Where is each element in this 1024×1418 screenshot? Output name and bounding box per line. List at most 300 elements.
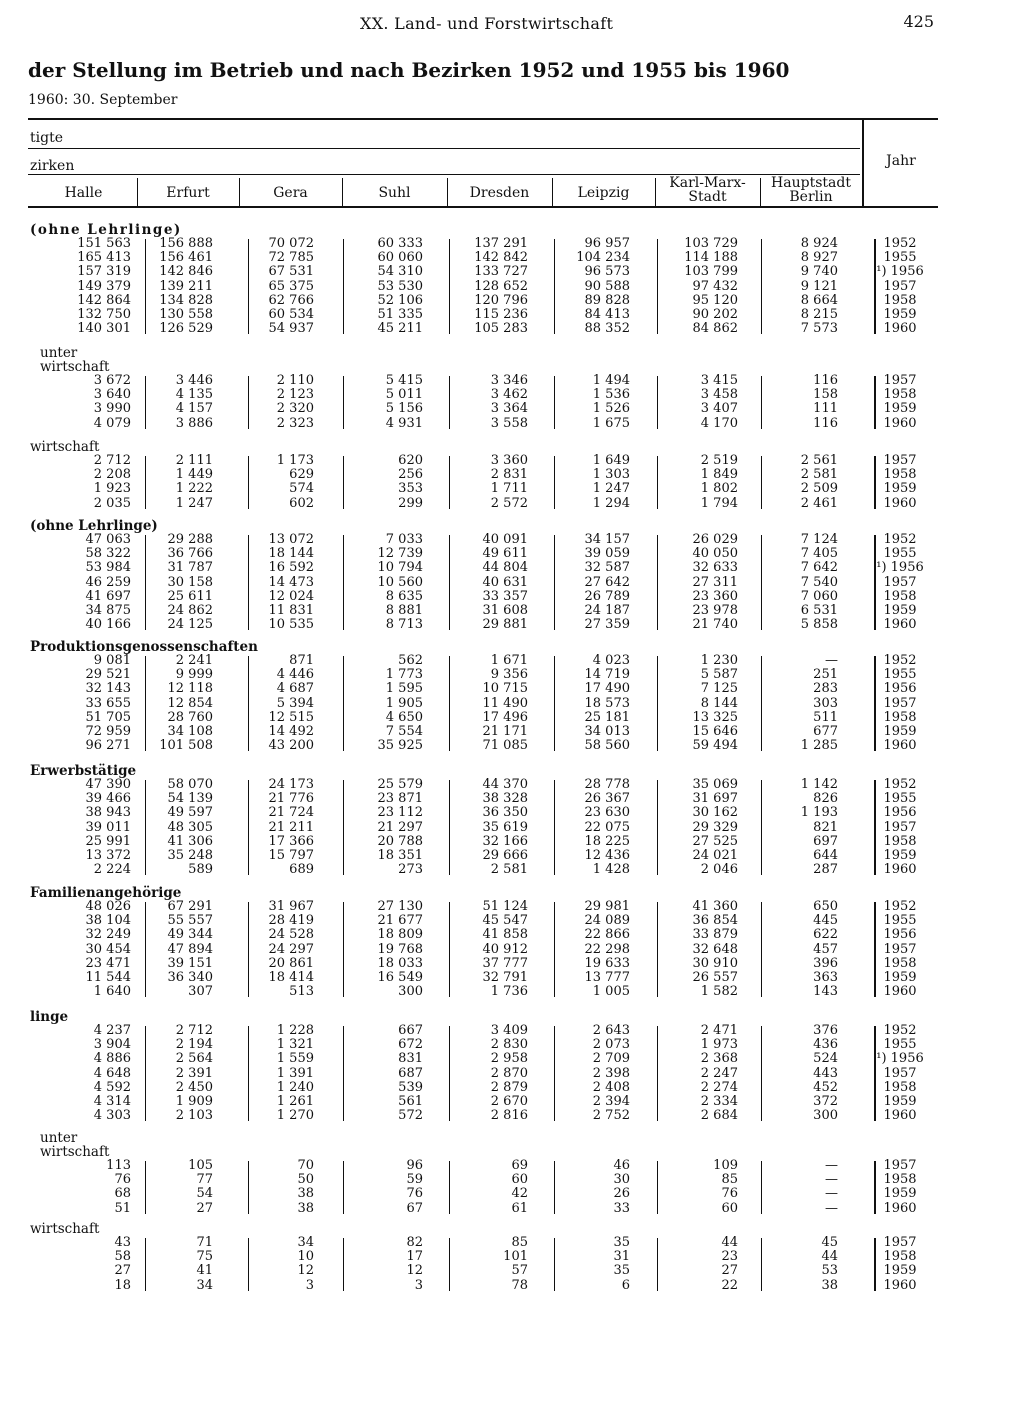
cell-karl_marx_stadt: 103 799	[684, 264, 738, 280]
cell-erfurt: 2 564	[175, 1051, 213, 1067]
cell-suhl: 27 130	[377, 899, 423, 914]
cell-gera: 65 375	[268, 278, 314, 294]
cell-halle: 3 990	[93, 401, 131, 417]
column-header-leipzig: Leipzig	[577, 185, 630, 201]
table-row	[0, 388, 1024, 402]
cell-berlin: 158	[813, 387, 838, 403]
cell-suhl: 299	[398, 495, 423, 511]
page-number: 425	[903, 12, 934, 31]
cell-leipzig: 25 181	[584, 709, 630, 725]
table-row	[0, 668, 1024, 682]
cell-leipzig: 1 494	[592, 373, 630, 388]
cell-dresden: 142 842	[474, 250, 528, 266]
cell-dresden: 101	[503, 1249, 528, 1265]
cell-jahr: 1956	[883, 681, 917, 697]
cell-jahr: 1957	[883, 819, 917, 835]
cell-erfurt: 39 151	[167, 955, 213, 971]
cell-dresden: 40 091	[482, 532, 528, 547]
cell-gera: 54 937	[268, 321, 314, 337]
table-row	[0, 900, 1024, 914]
cell-karl_marx_stadt: 1 802	[700, 481, 738, 497]
cell-jahr: 1959	[883, 1186, 917, 1202]
cell-suhl: 53 530	[377, 278, 423, 294]
cell-suhl: 300	[398, 984, 423, 1000]
cell-berlin: 8 215	[800, 307, 838, 322]
cell-gera: 12 515	[268, 709, 314, 725]
cell-leipzig: 22 866	[584, 927, 630, 943]
cell-leipzig: 12 436	[584, 848, 630, 863]
cell-halle: 18	[114, 1277, 131, 1293]
cell-jahr: 1958	[883, 1172, 917, 1188]
cell-leipzig: 46	[613, 1158, 630, 1173]
cell-erfurt: 27	[196, 1200, 213, 1216]
cell-halle: 151 563	[77, 236, 131, 251]
section-label: wirtschaft	[30, 439, 100, 455]
cell-jahr: 1957	[883, 574, 917, 590]
cell-karl_marx_stadt: 2 274	[700, 1079, 738, 1095]
cell-jahr: 1960	[883, 862, 917, 878]
cell-leipzig: 1 536	[592, 387, 630, 403]
cell-jahr: 1960	[883, 1200, 917, 1216]
column-header-gera: Gera	[273, 185, 308, 201]
cell-jahr: 1958	[883, 833, 917, 849]
cell-leipzig: 35	[613, 1263, 630, 1279]
cell-dresden: 128 652	[474, 278, 528, 294]
cell-berlin: 524	[813, 1051, 838, 1067]
cell-erfurt: 41	[196, 1263, 213, 1279]
cell-gera: 2 323	[276, 415, 314, 431]
cell-gera: 34	[297, 1235, 314, 1250]
cell-karl_marx_stadt: 3 407	[700, 401, 738, 417]
cell-halle: 41 697	[85, 588, 131, 604]
cell-karl_marx_stadt: 103 729	[684, 236, 738, 251]
cell-erfurt: 31 787	[167, 560, 213, 576]
cell-suhl: 672	[398, 1037, 423, 1053]
cell-dresden: 2 670	[490, 1094, 528, 1109]
cell-erfurt: 307	[188, 984, 213, 1000]
section-label: Produktionsgenossenschaften	[30, 639, 258, 655]
cell-gera: 3	[305, 1277, 314, 1293]
cell-leipzig: 22 075	[584, 819, 630, 835]
cell-gera: 18 414	[268, 970, 314, 985]
cell-jahr: 1958	[883, 387, 917, 403]
cell-karl_marx_stadt: 40 050	[692, 546, 738, 562]
table-row	[0, 308, 1024, 322]
cell-jahr: 1958	[883, 467, 917, 483]
table-row	[0, 265, 1024, 279]
cell-suhl: 60 333	[377, 236, 423, 251]
cell-karl_marx_stadt: 21 740	[692, 617, 738, 633]
cell-berlin: 650	[813, 899, 838, 914]
cell-halle: 30 454	[85, 941, 131, 957]
cell-dresden: 41 858	[482, 927, 528, 943]
cell-karl_marx_stadt: 84 862	[692, 321, 738, 337]
table-row	[0, 576, 1024, 590]
table-row	[0, 468, 1024, 482]
cell-karl_marx_stadt: 2 368	[700, 1051, 738, 1067]
cell-berlin: 457	[813, 941, 838, 957]
cell-leipzig: 32 587	[584, 560, 630, 576]
cell-dresden: 45 547	[482, 913, 528, 929]
cell-jahr: 1958	[883, 588, 917, 604]
cell-gera: 4 446	[276, 667, 314, 683]
cell-jahr: 1955	[883, 791, 917, 807]
cell-karl_marx_stadt: 4 170	[700, 415, 738, 431]
table-row	[0, 806, 1024, 820]
cell-halle: 165 413	[77, 250, 131, 266]
cell-leipzig: 1 675	[592, 415, 630, 431]
table-row	[0, 654, 1024, 668]
cell-gera: 43 200	[268, 738, 314, 754]
cell-suhl: 23 871	[377, 791, 423, 807]
table-row	[0, 294, 1024, 308]
section-label: Erwerbstätige	[30, 763, 137, 779]
cell-dresden: 1 671	[490, 653, 528, 668]
cell-jahr: 1958	[883, 955, 917, 971]
table-row	[0, 402, 1024, 416]
cell-gera: 629	[289, 467, 314, 483]
cell-halle: 1 923	[93, 481, 131, 497]
cell-karl_marx_stadt: 76	[721, 1186, 738, 1202]
cell-erfurt: 36 340	[167, 970, 213, 985]
cell-halle: 48 026	[85, 899, 131, 914]
cell-jahr: 1959	[883, 848, 917, 863]
cell-suhl: 21 677	[377, 913, 423, 929]
cell-berlin: 697	[813, 833, 838, 849]
cell-dresden: 44 370	[482, 777, 528, 792]
cell-leipzig: 2 643	[592, 1023, 630, 1038]
cell-suhl: 96	[406, 1158, 423, 1173]
cell-suhl: 54 310	[377, 264, 423, 280]
cell-karl_marx_stadt: 90 202	[692, 307, 738, 322]
cell-suhl: 667	[398, 1023, 423, 1038]
column-header-suhl: Suhl	[378, 185, 411, 201]
cell-suhl: 18 033	[377, 955, 423, 971]
table-row	[0, 682, 1024, 696]
cell-gera: 18 144	[268, 546, 314, 562]
cell-jahr: 1957	[883, 1065, 917, 1081]
cell-halle: 4 303	[93, 1108, 131, 1124]
cell-dresden: 10 715	[482, 681, 528, 697]
cell-halle: 38 104	[85, 913, 131, 929]
cell-berlin: 7 540	[800, 574, 838, 590]
cell-erfurt: 47 894	[167, 941, 213, 957]
cell-halle: 32 249	[85, 927, 131, 943]
cell-leipzig: 24 187	[584, 603, 630, 618]
table-row	[0, 1038, 1024, 1052]
cell-gera: 10	[297, 1249, 314, 1265]
cell-jahr: 1956	[883, 805, 917, 821]
cell-leipzig: 17 490	[584, 681, 630, 697]
cell-berlin: 1 142	[800, 777, 838, 792]
cell-gera: 38	[297, 1200, 314, 1216]
cell-karl_marx_stadt: 27	[721, 1263, 738, 1279]
cell-leipzig: 26 789	[584, 588, 630, 604]
cell-jahr: 1960	[883, 984, 917, 1000]
cell-karl_marx_stadt: 23 360	[692, 588, 738, 604]
cell-suhl: 7 554	[385, 724, 423, 739]
cell-jahr: 1957	[883, 941, 917, 957]
cell-karl_marx_stadt: 31 697	[692, 791, 738, 807]
cell-dresden: 32 166	[482, 833, 528, 849]
table-row	[0, 497, 1024, 511]
cell-suhl: 831	[398, 1051, 423, 1067]
cell-berlin: 9 121	[800, 278, 838, 294]
cell-jahr: 1959	[883, 401, 917, 417]
cell-leipzig: 26	[613, 1186, 630, 1202]
cell-erfurt: 134 828	[159, 292, 213, 308]
cell-gera: 70	[297, 1158, 314, 1173]
cell-suhl: 82	[406, 1235, 423, 1250]
cell-erfurt: 9 999	[175, 667, 213, 683]
cell-gera: 60 534	[268, 307, 314, 322]
cell-erfurt: 58 070	[167, 777, 213, 792]
cell-halle: 4 886	[93, 1051, 131, 1067]
cell-jahr: 1960	[883, 1277, 917, 1293]
cell-leipzig: 1 294	[592, 495, 630, 511]
cell-erfurt: 156 461	[159, 250, 213, 266]
cell-suhl: 1 773	[385, 667, 423, 683]
cell-gera: 574	[289, 481, 314, 497]
cell-suhl: 5 415	[385, 373, 423, 388]
cell-erfurt: 54	[196, 1186, 213, 1202]
cell-dresden: 44 804	[482, 560, 528, 576]
cell-jahr: 1960	[883, 617, 917, 633]
cell-halle: 2 208	[93, 467, 131, 483]
cell-jahr: 1952	[883, 1023, 917, 1038]
cell-dresden: 133 727	[474, 264, 528, 280]
cell-berlin: 6 531	[800, 603, 838, 618]
cell-dresden: 2 581	[490, 862, 528, 878]
cell-halle: 58 322	[85, 546, 131, 562]
cell-erfurt: 12 854	[167, 695, 213, 711]
cell-karl_marx_stadt: 36 854	[692, 913, 738, 929]
cell-erfurt: 156 888	[159, 236, 213, 251]
cell-jahr: 1955	[883, 667, 917, 683]
cell-jahr: 1952	[883, 899, 917, 914]
cell-dresden: 40 912	[482, 941, 528, 957]
cell-jahr: 1952	[883, 777, 917, 792]
cell-dresden: 137 291	[474, 236, 528, 251]
cell-gera: 11 831	[268, 603, 314, 618]
cell-dresden: 3 558	[490, 415, 528, 431]
cell-suhl: 687	[398, 1065, 423, 1081]
cell-dresden: 2 831	[490, 467, 528, 483]
cell-leipzig: 19 633	[584, 955, 630, 971]
cell-halle: 3 672	[93, 373, 131, 388]
cell-jahr: 1955	[883, 250, 917, 266]
cell-halle: 40 166	[85, 617, 131, 633]
cell-dresden: 69	[511, 1158, 528, 1173]
cell-erfurt: 77	[196, 1172, 213, 1188]
cell-gera: 38	[297, 1186, 314, 1202]
cell-gera: 28 419	[268, 913, 314, 929]
cell-halle: 4 592	[93, 1079, 131, 1095]
table-row	[0, 1250, 1024, 1264]
cell-berlin: 5 858	[800, 617, 838, 633]
cell-suhl: 4 650	[385, 709, 423, 725]
cell-dresden: 2 816	[490, 1108, 528, 1124]
cell-halle: 4 314	[93, 1094, 131, 1109]
cell-karl_marx_stadt: 27 311	[692, 574, 738, 590]
cell-suhl: 10 794	[377, 560, 423, 576]
cell-leipzig: 84 413	[584, 307, 630, 322]
cell-dresden: 2 958	[490, 1051, 528, 1067]
cell-erfurt: 589	[188, 862, 213, 878]
cell-karl_marx_stadt: 22	[721, 1277, 738, 1293]
cell-gera: 1 261	[276, 1094, 314, 1109]
table-row	[0, 725, 1024, 739]
table-row	[0, 454, 1024, 468]
cell-jahr: 1952	[883, 532, 917, 547]
table-row	[0, 280, 1024, 294]
cell-suhl: 7 033	[385, 532, 423, 547]
cell-halle: 51 705	[85, 709, 131, 725]
cell-gera: 1 228	[276, 1023, 314, 1038]
cell-leipzig: 14 719	[584, 667, 630, 683]
cell-berlin: 7 573	[800, 321, 838, 337]
cell-berlin: 436	[813, 1037, 838, 1053]
cell-jahr: 1957	[883, 278, 917, 294]
cell-berlin: 44	[821, 1249, 838, 1265]
cell-erfurt: 34 108	[167, 724, 213, 739]
cell-gera: 62 766	[268, 292, 314, 308]
cell-halle: 29 521	[85, 667, 131, 683]
cell-erfurt: 2 194	[175, 1037, 213, 1053]
cell-berlin: 396	[813, 955, 838, 971]
cell-berlin: 1 285	[800, 738, 838, 754]
table-row	[0, 1187, 1024, 1201]
cell-erfurt: 1 449	[175, 467, 213, 483]
cell-berlin: 443	[813, 1065, 838, 1081]
cell-karl_marx_stadt: 32 633	[692, 560, 738, 576]
cell-leipzig: 1 428	[592, 862, 630, 878]
cell-gera: 1 240	[276, 1079, 314, 1095]
section-label: (ohne Lehrlinge)	[30, 222, 182, 238]
cell-dresden: 32 791	[482, 970, 528, 985]
cell-gera: 4 687	[276, 681, 314, 697]
cell-jahr: 1957	[883, 453, 917, 468]
cell-berlin: —	[825, 653, 838, 668]
cell-karl_marx_stadt: 26 557	[692, 970, 738, 985]
cell-karl_marx_stadt: 3 415	[700, 373, 738, 388]
cell-berlin: 511	[813, 709, 838, 725]
cell-erfurt: 4 157	[175, 401, 213, 417]
cell-suhl: 8 881	[385, 603, 423, 618]
cell-halle: 38 943	[85, 805, 131, 821]
cell-berlin: 303	[813, 695, 838, 711]
cell-jahr: 1955	[883, 546, 917, 562]
cell-dresden: 2 572	[490, 495, 528, 511]
cell-dresden: 2 879	[490, 1079, 528, 1095]
cell-halle: 132 750	[77, 307, 131, 322]
cell-berlin: 283	[813, 681, 838, 697]
cell-karl_marx_stadt: 109	[713, 1158, 738, 1173]
cell-erfurt: 1 222	[175, 481, 213, 497]
cell-gera: 72 785	[268, 250, 314, 266]
cell-gera: 5 394	[276, 695, 314, 711]
cell-leipzig: 34 013	[584, 724, 630, 739]
cell-dresden: 3 364	[490, 401, 528, 417]
cell-berlin: 8 664	[800, 292, 838, 308]
cell-leipzig: 104 234	[576, 250, 630, 266]
cell-erfurt: 2 111	[175, 453, 213, 468]
cell-suhl: 17	[406, 1249, 423, 1265]
cell-dresden: 3 346	[490, 373, 528, 388]
cell-karl_marx_stadt: 59 494	[692, 738, 738, 754]
cell-karl_marx_stadt: 7 125	[700, 681, 738, 697]
cell-dresden: 29 881	[482, 617, 528, 633]
table-row	[0, 533, 1024, 547]
cell-dresden: 120 796	[474, 292, 528, 308]
table-row	[0, 957, 1024, 971]
cell-berlin: 372	[813, 1094, 838, 1109]
cell-karl_marx_stadt: 30 162	[692, 805, 738, 821]
cell-gera: 67 531	[268, 264, 314, 280]
table-row	[0, 928, 1024, 942]
cell-karl_marx_stadt: 1 582	[700, 984, 738, 1000]
cell-halle: 43	[114, 1235, 131, 1250]
cell-gera: 1 391	[276, 1065, 314, 1081]
cell-leipzig: 13 777	[584, 970, 630, 985]
cell-dresden: 37 777	[482, 955, 528, 971]
table-row	[0, 739, 1024, 753]
table-row	[0, 971, 1024, 985]
cell-karl_marx_stadt: 1 849	[700, 467, 738, 483]
cell-karl_marx_stadt: 114 188	[684, 250, 738, 266]
cell-gera: 513	[289, 984, 314, 1000]
table-row	[0, 604, 1024, 618]
cell-suhl: 76	[406, 1186, 423, 1202]
cell-berlin: 38	[821, 1277, 838, 1293]
cell-karl_marx_stadt: 95 120	[692, 292, 738, 308]
cell-halle: 47 390	[85, 777, 131, 792]
table-row	[0, 1024, 1024, 1038]
cell-suhl: 3	[414, 1277, 423, 1293]
cell-gera: 16 592	[268, 560, 314, 576]
cell-karl_marx_stadt: 85	[721, 1172, 738, 1188]
cell-karl_marx_stadt: 26 029	[692, 532, 738, 547]
cell-erfurt: 28 760	[167, 709, 213, 725]
cell-suhl: 51 335	[377, 307, 423, 322]
cell-dresden: 29 666	[482, 848, 528, 863]
cell-karl_marx_stadt: 2 519	[700, 453, 738, 468]
cell-leipzig: 1 303	[592, 467, 630, 483]
cell-karl_marx_stadt: 3 458	[700, 387, 738, 403]
cell-leipzig: 22 298	[584, 941, 630, 957]
cell-jahr: 1955	[883, 913, 917, 929]
section-label: unter wirtschaft	[40, 345, 110, 375]
cell-erfurt: 139 211	[159, 278, 213, 294]
cell-suhl: 1 595	[385, 681, 423, 697]
cell-halle: 34 875	[85, 603, 131, 618]
cell-halle: 39 011	[85, 819, 131, 835]
cell-gera: 1 559	[276, 1051, 314, 1067]
cell-gera: 10 535	[268, 617, 314, 633]
cell-dresden: 71 085	[482, 738, 528, 754]
cell-karl_marx_stadt: 2 471	[700, 1023, 738, 1038]
cell-dresden: 33 357	[482, 588, 528, 604]
cell-berlin: 644	[813, 848, 838, 863]
cell-suhl: 67	[406, 1200, 423, 1216]
cell-gera: 70 072	[268, 236, 314, 251]
cell-karl_marx_stadt: 1 230	[700, 653, 738, 668]
cell-berlin: —	[825, 1186, 838, 1202]
cell-suhl: 20 788	[377, 833, 423, 849]
cell-leipzig: 18 225	[584, 833, 630, 849]
table-subtitle: 1960: 30. September	[28, 92, 178, 108]
cell-dresden: 78	[511, 1277, 528, 1293]
